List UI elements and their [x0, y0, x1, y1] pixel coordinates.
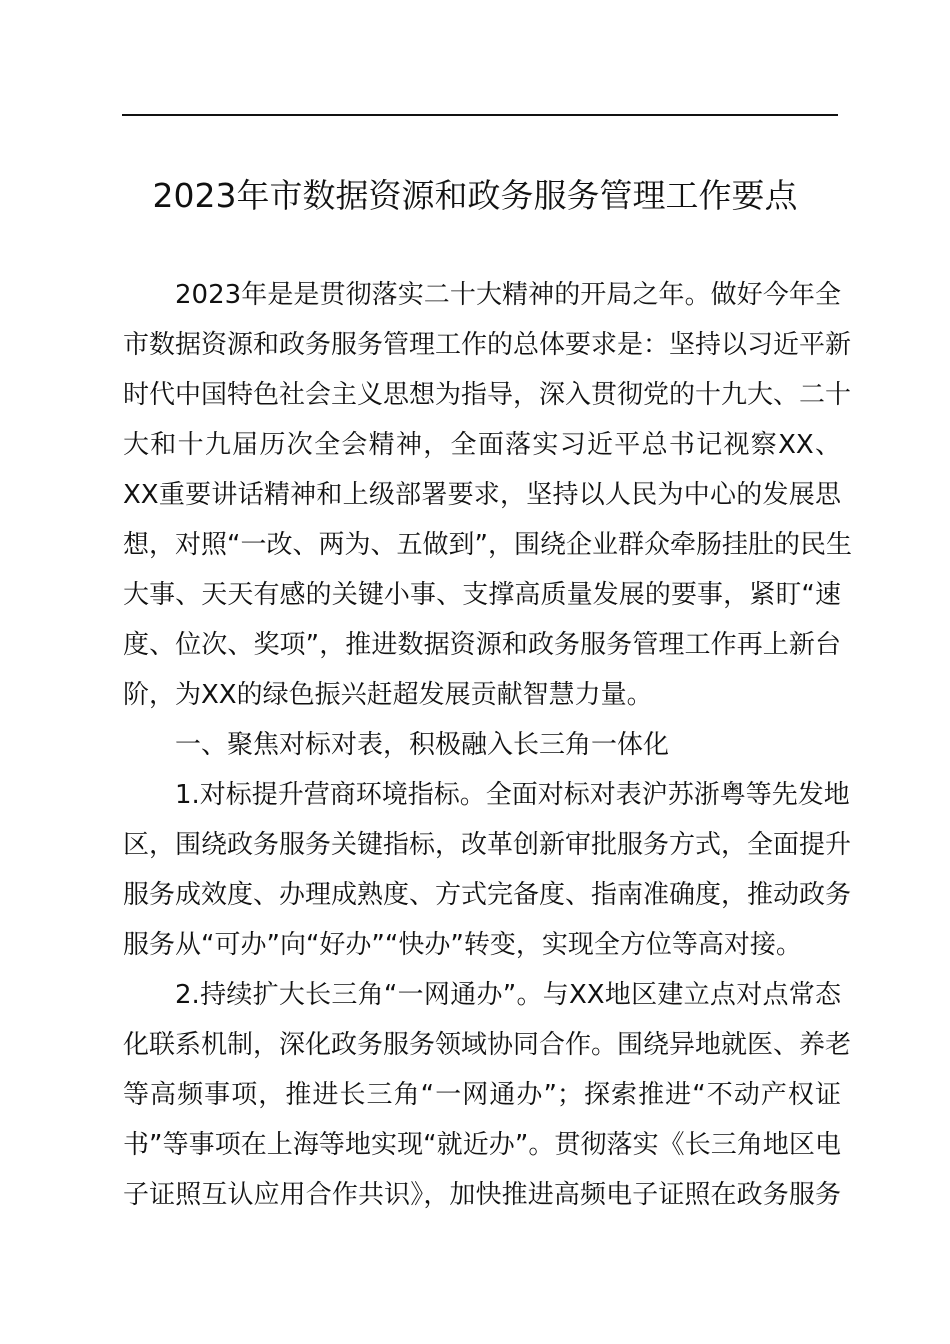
paragraph-item-2: [123, 970, 852, 1220]
text-line: 化联系机制，深化政务服务领域协同合作。围绕异地就医、养老: [123, 1030, 852, 1060]
text-line: 区，围绕政务服务关键指标，改革创新审批服务方式，全面提升: [123, 830, 852, 860]
text-line: 大和十九届历次全会精神，全面落实习近平总书记视察XX、: [123, 430, 841, 460]
text-line: 一、聚焦对标对表，积极融入长三角一体化: [175, 730, 670, 760]
text-line: 时代中国特色社会主义思想为指导，深入贯彻党的十九大、二十: [123, 380, 852, 410]
text-line: 度、位次、奖项”，推进数据资源和政务服务管理工作再上新台: [123, 630, 841, 660]
text-line: 服务成效度、办理成熟度、方式完备度、指南准确度，推动政务: [123, 880, 852, 910]
text-line: 子证照互认应用合作共识》，加快推进高频电子证照在政务服务: [123, 1180, 841, 1210]
text-line: 1.对标提升营商环境指标。全面对标对表沪苏浙粤等先发地: [175, 780, 850, 810]
section-heading: [123, 720, 841, 770]
document-title: 2023年市数据资源和政务服务管理工作要点: [152, 176, 798, 215]
text-line: 想，对照“一改、两为、五做到”，围绕企业群众牵肠挂肚的民生: [123, 530, 852, 560]
text-line: XX重要讲话精神和上级部署要求，坚持以人民为中心的发展思: [123, 480, 841, 510]
text-line: 2023年是是贯彻落实二十大精神的开局之年。做好今年全: [175, 280, 841, 310]
document-body: [123, 270, 852, 1220]
text-line: 书”等事项在上海等地实现“就近办”。贯彻落实《长三角地区电: [123, 1130, 841, 1160]
paragraph-item-1: [123, 770, 852, 970]
text-line: 服务从“可办”向“好办”“快办”转变，实现全方位等高对接。: [123, 930, 802, 960]
text-line: 市数据资源和政务服务管理工作的总体要求是：坚持以习近平新: [123, 330, 852, 360]
header-rule: [122, 114, 838, 116]
paragraph-intro: [123, 270, 852, 720]
text-line: 阶，为XX的绿色振兴赶超发展贡献智慧力量。: [123, 680, 653, 710]
text-line: 大事、天天有感的关键小事、支撑高质量发展的要事，紧盯“速: [123, 580, 841, 610]
text-line: 2.持续扩大长三角“一网通办”。与XX地区建立点对点常态: [175, 980, 841, 1010]
text-line: 等高频事项，推进长三角“一网通办”；探索推进“不动产权证: [123, 1080, 841, 1110]
